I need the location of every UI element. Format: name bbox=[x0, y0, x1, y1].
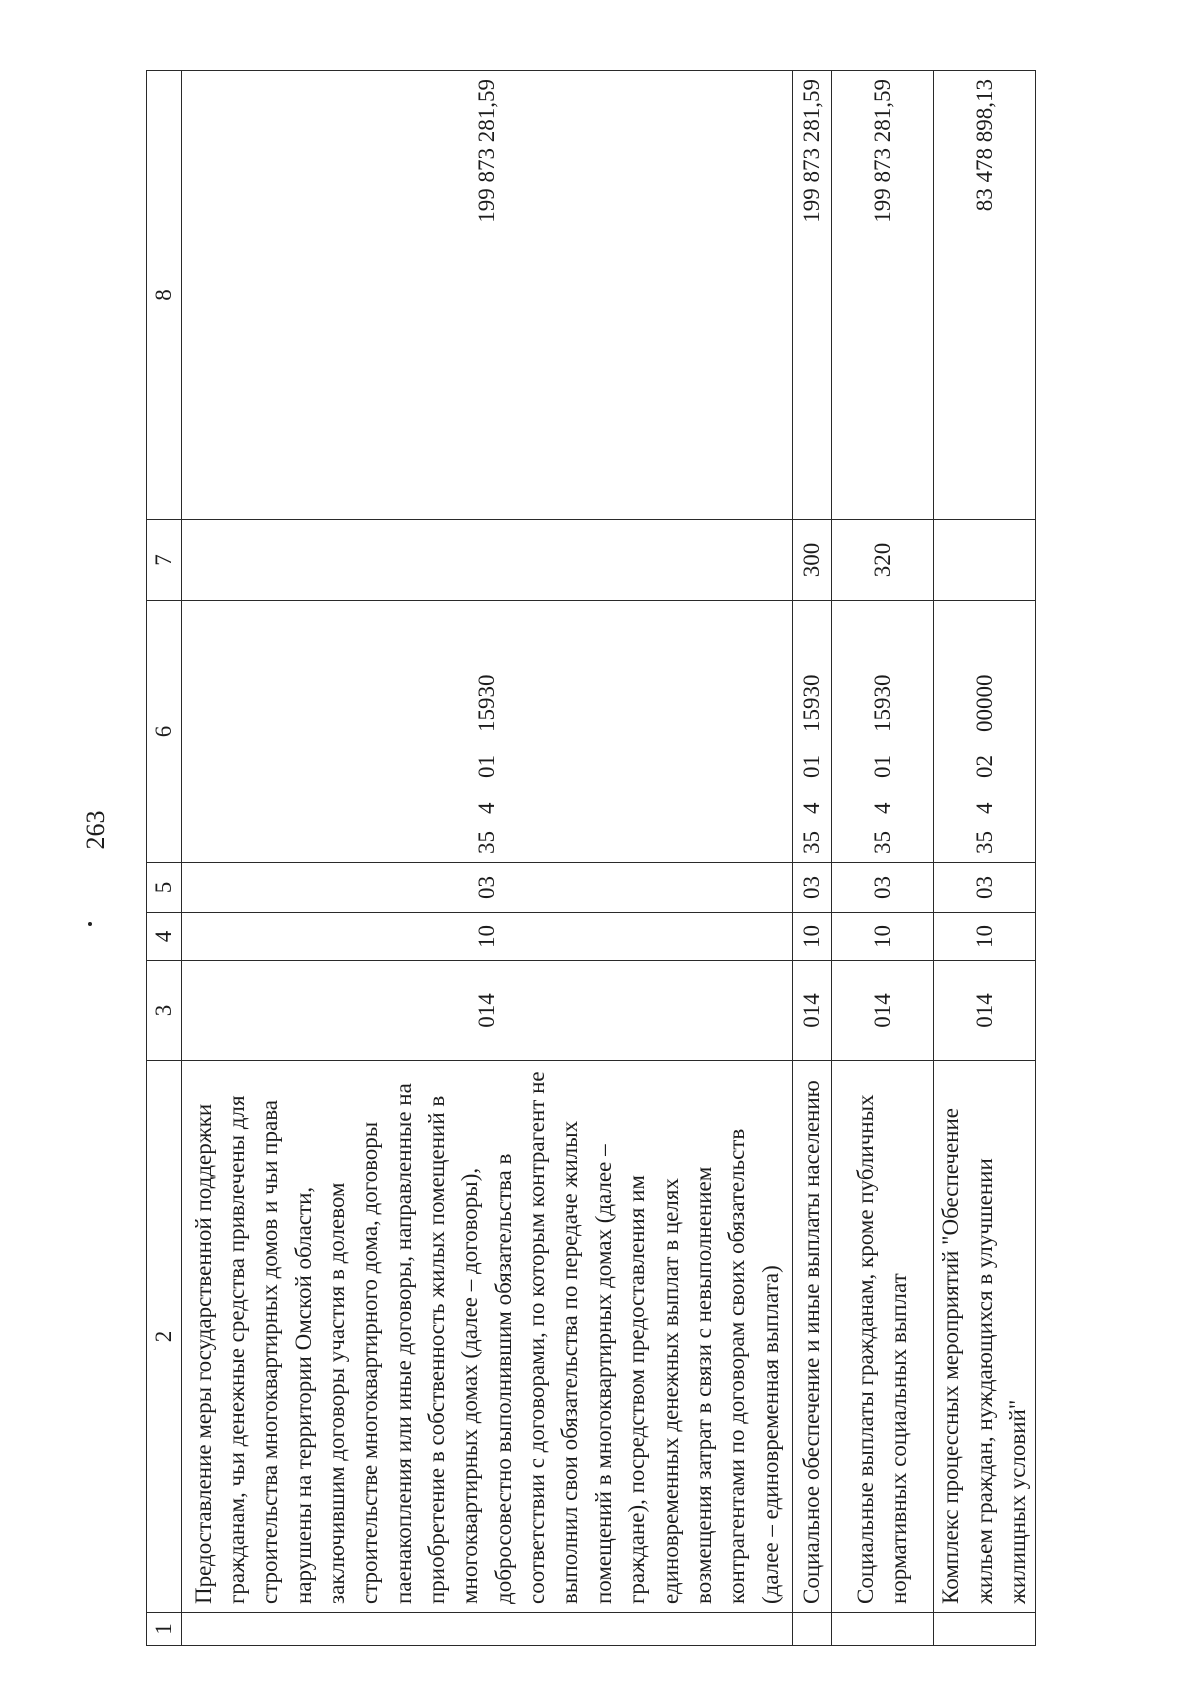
scan-dot bbox=[88, 922, 92, 926]
code-part: 00000 bbox=[971, 674, 997, 732]
header-cell-8: 8 bbox=[147, 71, 182, 520]
ministry-code-cell: 014 bbox=[832, 961, 933, 1061]
table-row bbox=[933, 71, 1035, 1646]
table-row bbox=[181, 71, 792, 1646]
section-cell: 10 bbox=[832, 913, 933, 961]
code-part: 35 bbox=[474, 831, 500, 854]
code-part: 4 bbox=[474, 802, 500, 814]
expense-type-cell bbox=[181, 520, 792, 601]
target-article-cell bbox=[832, 601, 933, 863]
target-article-cell bbox=[181, 601, 792, 863]
subsection-cell: 03 bbox=[933, 863, 1035, 913]
code-part: 01 bbox=[799, 755, 825, 778]
row-number-cell bbox=[181, 1613, 792, 1646]
ministry-code-cell: 014 bbox=[933, 961, 1035, 1061]
amount-cell: 199 873 281,59 bbox=[181, 71, 792, 520]
code-part: 01 bbox=[869, 755, 895, 778]
header-cell-7: 7 bbox=[147, 520, 182, 601]
header-row bbox=[147, 71, 182, 1646]
page-number: 263 bbox=[81, 810, 110, 850]
subsection-cell: 03 bbox=[832, 863, 933, 913]
code-part: 02 bbox=[971, 755, 997, 778]
description-cell: Социальные выплаты гражданам, кроме публичных нормативных социальных выплат bbox=[832, 1061, 933, 1613]
expense-type-cell: 320 bbox=[832, 520, 933, 601]
header-cell-5: 5 bbox=[147, 863, 182, 913]
code-part: 35 bbox=[799, 831, 825, 854]
code-part: 4 bbox=[869, 802, 895, 814]
code-part: 01 bbox=[474, 755, 500, 778]
amount-cell: 199 873 281,59 bbox=[832, 71, 933, 520]
section-cell: 10 bbox=[933, 913, 1035, 961]
section-cell: 10 bbox=[792, 913, 832, 961]
code-part: 4 bbox=[971, 802, 997, 814]
description-cell: Предоставление меры государственной поддержки гражданам, чьи денежные средства привлечены для строительства многоквартирных домов и чьи права нарушены на территории Омской области, заключившим договоры участия в долевом строительстве многоквартирного дома, договоры паенакопления или иные договоры, направленные на приобретение в собственность жилых помещений в многоквартирных домах (далее – договоры), добросовестно выполнившим обязательства в соответствии с договорами, по которым контрагент не выполнил свои обязательства по передаче жилых помещений в многоквартирных домах (далее – граждане), посредством предоставления им единовременных денежных выплат в целях возмещения затрат в связи с невыполнением контрагентами по договорам своих обязательств (далее – единовременная выплата) bbox=[181, 1061, 792, 1613]
code-part: 15930 bbox=[474, 674, 500, 732]
subsection-cell: 03 bbox=[792, 863, 832, 913]
code-part: 35 bbox=[869, 831, 895, 854]
table-row bbox=[832, 71, 933, 1646]
code-part: 4 bbox=[799, 802, 825, 814]
amount-cell: 83 478 898,13 bbox=[933, 71, 1035, 520]
code-part: 15930 bbox=[869, 674, 895, 732]
expense-type-cell bbox=[933, 520, 1035, 601]
header-cell-3: 3 bbox=[147, 961, 182, 1061]
target-article-cell bbox=[933, 601, 1035, 863]
subsection-cell: 03 bbox=[181, 863, 792, 913]
code-part: 15930 bbox=[799, 674, 825, 732]
header-cell-6: 6 bbox=[147, 601, 182, 863]
code-part: 35 bbox=[971, 831, 997, 854]
table-row bbox=[792, 71, 832, 1646]
section-cell: 10 bbox=[181, 913, 792, 961]
row-number-cell bbox=[832, 1613, 933, 1646]
target-article-cell bbox=[792, 601, 832, 863]
header-cell-1: 1 bbox=[147, 1613, 182, 1646]
amount-cell: 199 873 281,59 bbox=[792, 71, 832, 520]
ministry-code-cell: 014 bbox=[792, 961, 832, 1061]
expense-type-cell: 300 bbox=[792, 520, 832, 601]
row-number-cell bbox=[792, 1613, 832, 1646]
header-cell-2: 2 bbox=[147, 1061, 182, 1613]
description-cell: Социальное обеспечение и иные выплаты населению bbox=[792, 1061, 832, 1613]
description-cell: Комплекс процессных мероприятий "Обеспечение жильем граждан, нуждающихся в улучшении жилищных условий" bbox=[933, 1061, 1035, 1613]
header-cell-4: 4 bbox=[147, 913, 182, 961]
budget-table bbox=[146, 70, 1036, 1646]
ministry-code-cell: 014 bbox=[181, 961, 792, 1061]
rotated-table-wrapper bbox=[146, 71, 1036, 1646]
row-number-cell bbox=[933, 1613, 1035, 1646]
